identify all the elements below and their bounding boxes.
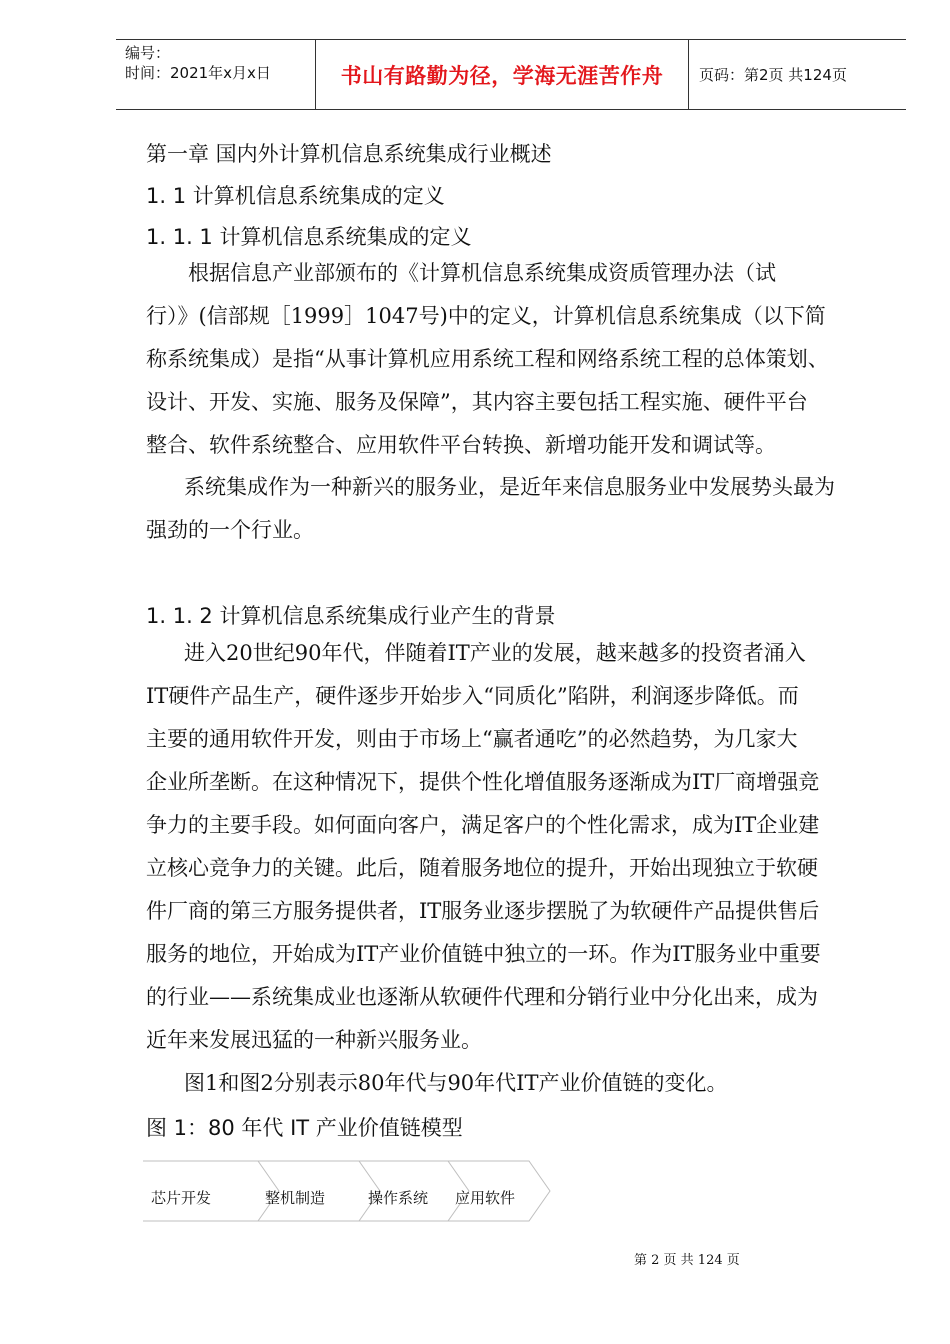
paragraph-line: 企业所垄断。在这种情况下，提供个性化增值服务逐渐成为IT厂商增强竞 (146, 770, 820, 794)
header-number-label: 编号： (125, 44, 171, 62)
paragraph-line: 近年来发展迅猛的一种新兴服务业。 (146, 1028, 482, 1052)
paragraph-line: 强劲的一个行业。 (146, 518, 314, 542)
paragraph-line: 争力的主要手段。如何面向客户，满足客户的个性化需求，成为IT企业建 (146, 813, 820, 837)
paragraph-line: 服务的地位，开始成为IT产业价值链中独立的一环。作为IT服务业中重要 (146, 942, 821, 966)
chain-step-os: 操作系统 (368, 1189, 429, 1207)
header-motto-cell (316, 40, 689, 109)
paragraph-line: 件厂商的第三方服务提供者，IT服务业逐步摆脱了为软硬件产品提供售后 (146, 899, 820, 923)
paragraph-line: 设计、开发、实施、服务及保障”，其内容主要包括工程实施、硬件平台 (146, 390, 808, 414)
paragraph-line: 系统集成作为一种新兴的服务业，是近年来信息服务业中发展势头最为 (184, 475, 835, 499)
paragraph-line: 图1和图2分别表示80年代与90年代IT产业价值链的变化。 (184, 1071, 728, 1095)
header-time-label: 时间：2021年x月x日 (125, 64, 271, 82)
figure-caption: 图 1：80 年代 IT 产业价值链模型 (146, 1116, 463, 1140)
paragraph-line: 根据信息产业部颁布的《计算机信息系统集成资质管理办法（试 (188, 261, 776, 285)
header-meta (116, 40, 316, 109)
paragraph-background (146, 632, 886, 1062)
chain-step-chip: 芯片开发 (151, 1189, 212, 1207)
paragraph-line: 行）》(信部规［1999］1047号)中的定义，计算机信息系统集成（以下简 (146, 304, 826, 328)
page-footer: 第 2 页 共 124 页 (634, 1253, 740, 1268)
paragraph-definition (146, 252, 886, 467)
header-page-label: 页码：第2页 共124页 (699, 66, 847, 84)
chain-step-machine: 整机制造 (265, 1189, 326, 1207)
chain-step-apps: 应用软件 (455, 1189, 516, 1207)
paragraph-growth (146, 466, 886, 552)
paragraph-line: 进入20世纪90年代，伴随着IT产业的发展，越来越多的投资者涌入 (184, 641, 806, 665)
paragraph-line: 整合、软件系统整合、应用软件平台转换、新增功能开发和调试等。 (146, 433, 776, 457)
paragraph-line: 主要的通用软件开发，则由于市场上“赢者通吃”的必然趋势，为几家大 (146, 727, 798, 751)
page-header (116, 39, 906, 110)
value-chain-diagram (143, 1160, 553, 1222)
chapter-heading: 第一章 国内外计算机信息系统集成行业概述 (146, 142, 552, 166)
paragraph-line: IT硬件产品生产，硬件逐步开始步入“同质化”陷阱，利润逐步降低。而 (146, 684, 799, 708)
section-heading-1-1: 1. 1 计算机信息系统集成的定义 (146, 184, 445, 208)
paragraph-line: 立核心竞争力的关键。此后，随着服务地位的提升，开始出现独立于软硬 (146, 856, 818, 880)
paragraph-line: 的行业——系统集成业也逐渐从软硬件代理和分销行业中分化出来，成为 (146, 985, 818, 1009)
section-heading-1-1-1: 1. 1. 1 计算机信息系统集成的定义 (146, 225, 472, 249)
paragraph-line: 称系统集成）是指“从事计算机应用系统工程和网络系统工程的总体策划、 (146, 347, 829, 371)
section-heading-1-1-2: 1. 1. 2 计算机信息系统集成行业产生的背景 (146, 604, 556, 628)
header-motto: 书山有路勤为径，学海无涯苦作舟 (340, 63, 664, 88)
paragraph-figure-intro (146, 1062, 886, 1105)
